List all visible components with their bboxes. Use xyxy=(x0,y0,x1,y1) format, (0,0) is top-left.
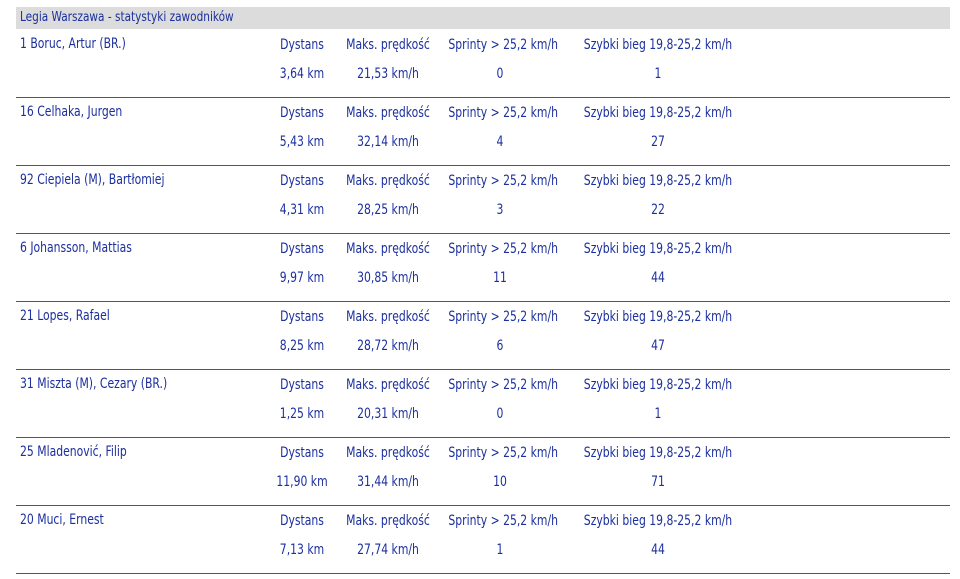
sprints-header: Sprinty > 25,2 km/h xyxy=(448,445,558,461)
fast-run-header: Szybki bieg 19,8-25,2 km/h xyxy=(583,445,733,461)
fast-run-value: 47 xyxy=(651,338,665,354)
fast-run-header: Szybki bieg 19,8-25,2 km/h xyxy=(583,37,733,53)
player-row xyxy=(16,437,950,506)
player-row xyxy=(16,29,950,98)
sprints-value: 6 xyxy=(496,338,504,354)
max-speed-header: Maks. prędkość xyxy=(346,377,430,393)
player-row xyxy=(16,369,950,438)
page-title: Legia Warszawa - statystyki zawodników xyxy=(20,10,234,25)
player-name: 31 Miszta (M), Cezary (BR.) xyxy=(20,376,168,392)
player-row xyxy=(16,97,950,166)
fast-run-value: 44 xyxy=(651,270,665,286)
max-speed-header: Maks. prędkość xyxy=(346,105,430,121)
player-name: 6 Johansson, Mattias xyxy=(20,240,132,256)
title-bar xyxy=(16,7,950,29)
distance-header: Dystans xyxy=(280,241,324,257)
distance-header: Dystans xyxy=(280,377,324,393)
fast-run-value: 71 xyxy=(651,474,665,490)
fast-run-value: 1 xyxy=(654,66,662,82)
max-speed-value: 21,53 km/h xyxy=(357,66,419,82)
sprints-header: Sprinty > 25,2 km/h xyxy=(448,173,558,189)
distance-header: Dystans xyxy=(280,37,324,53)
fast-run-value: 22 xyxy=(651,202,665,218)
sprints-value: 4 xyxy=(496,134,504,150)
sprints-header: Sprinty > 25,2 km/h xyxy=(448,37,558,53)
fast-run-value: 1 xyxy=(654,406,662,422)
max-speed-value: 28,72 km/h xyxy=(357,338,419,354)
sprints-value: 0 xyxy=(496,66,504,82)
fast-run-header: Szybki bieg 19,8-25,2 km/h xyxy=(583,309,733,325)
distance-value: 4,31 km xyxy=(279,202,325,218)
sprints-header: Sprinty > 25,2 km/h xyxy=(448,377,558,393)
max-speed-value: 20,31 km/h xyxy=(357,406,419,422)
sprints-value: 3 xyxy=(496,202,504,218)
fast-run-header: Szybki bieg 19,8-25,2 km/h xyxy=(583,513,733,529)
max-speed-value: 31,44 km/h xyxy=(357,474,419,490)
distance-header: Dystans xyxy=(280,445,324,461)
distance-header: Dystans xyxy=(280,513,324,529)
distance-value: 1,25 km xyxy=(279,406,325,422)
sprints-value: 11 xyxy=(493,270,507,286)
max-speed-header: Maks. prędkość xyxy=(346,309,430,325)
sprints-value: 10 xyxy=(493,474,507,490)
sprints-header: Sprinty > 25,2 km/h xyxy=(448,513,558,529)
distance-value: 11,90 km xyxy=(276,474,328,490)
player-name: 92 Ciepiela (M), Bartłomiej xyxy=(20,172,165,188)
max-speed-header: Maks. prędkość xyxy=(346,445,430,461)
player-name: 25 Mladenović, Filip xyxy=(20,444,127,460)
fast-run-value: 44 xyxy=(651,542,665,558)
sprints-header: Sprinty > 25,2 km/h xyxy=(448,105,558,121)
sprints-header: Sprinty > 25,2 km/h xyxy=(448,309,558,325)
sprints-value: 1 xyxy=(496,542,504,558)
fast-run-header: Szybki bieg 19,8-25,2 km/h xyxy=(583,173,733,189)
player-name: 21 Lopes, Rafael xyxy=(20,308,110,324)
fast-run-header: Szybki bieg 19,8-25,2 km/h xyxy=(583,377,733,393)
distance-header: Dystans xyxy=(280,309,324,325)
distance-value: 3,64 km xyxy=(279,66,325,82)
max-speed-header: Maks. prędkość xyxy=(346,241,430,257)
max-speed-header: Maks. prędkość xyxy=(346,513,430,529)
max-speed-value: 32,14 km/h xyxy=(357,134,419,150)
max-speed-header: Maks. prędkość xyxy=(346,173,430,189)
distance-header: Dystans xyxy=(280,173,324,189)
sprints-value: 0 xyxy=(496,406,504,422)
max-speed-value: 28,25 km/h xyxy=(357,202,419,218)
distance-value: 5,43 km xyxy=(279,134,325,150)
distance-header: Dystans xyxy=(280,105,324,121)
fast-run-header: Szybki bieg 19,8-25,2 km/h xyxy=(583,105,733,121)
player-row xyxy=(16,505,950,574)
max-speed-header: Maks. prędkość xyxy=(346,37,430,53)
distance-value: 7,13 km xyxy=(279,542,325,558)
player-name: 1 Boruc, Artur (BR.) xyxy=(20,36,126,52)
max-speed-value: 27,74 km/h xyxy=(357,542,419,558)
player-row xyxy=(16,301,950,370)
fast-run-header: Szybki bieg 19,8-25,2 km/h xyxy=(583,241,733,257)
sprints-header: Sprinty > 25,2 km/h xyxy=(448,241,558,257)
distance-value: 9,97 km xyxy=(279,270,325,286)
max-speed-value: 30,85 km/h xyxy=(357,270,419,286)
player-row xyxy=(16,233,950,302)
player-name: 20 Muci, Ernest xyxy=(20,512,104,528)
player-name: 16 Celhaka, Jurgen xyxy=(20,104,123,120)
fast-run-value: 27 xyxy=(651,134,665,150)
distance-value: 8,25 km xyxy=(279,338,325,354)
player-row xyxy=(16,165,950,234)
